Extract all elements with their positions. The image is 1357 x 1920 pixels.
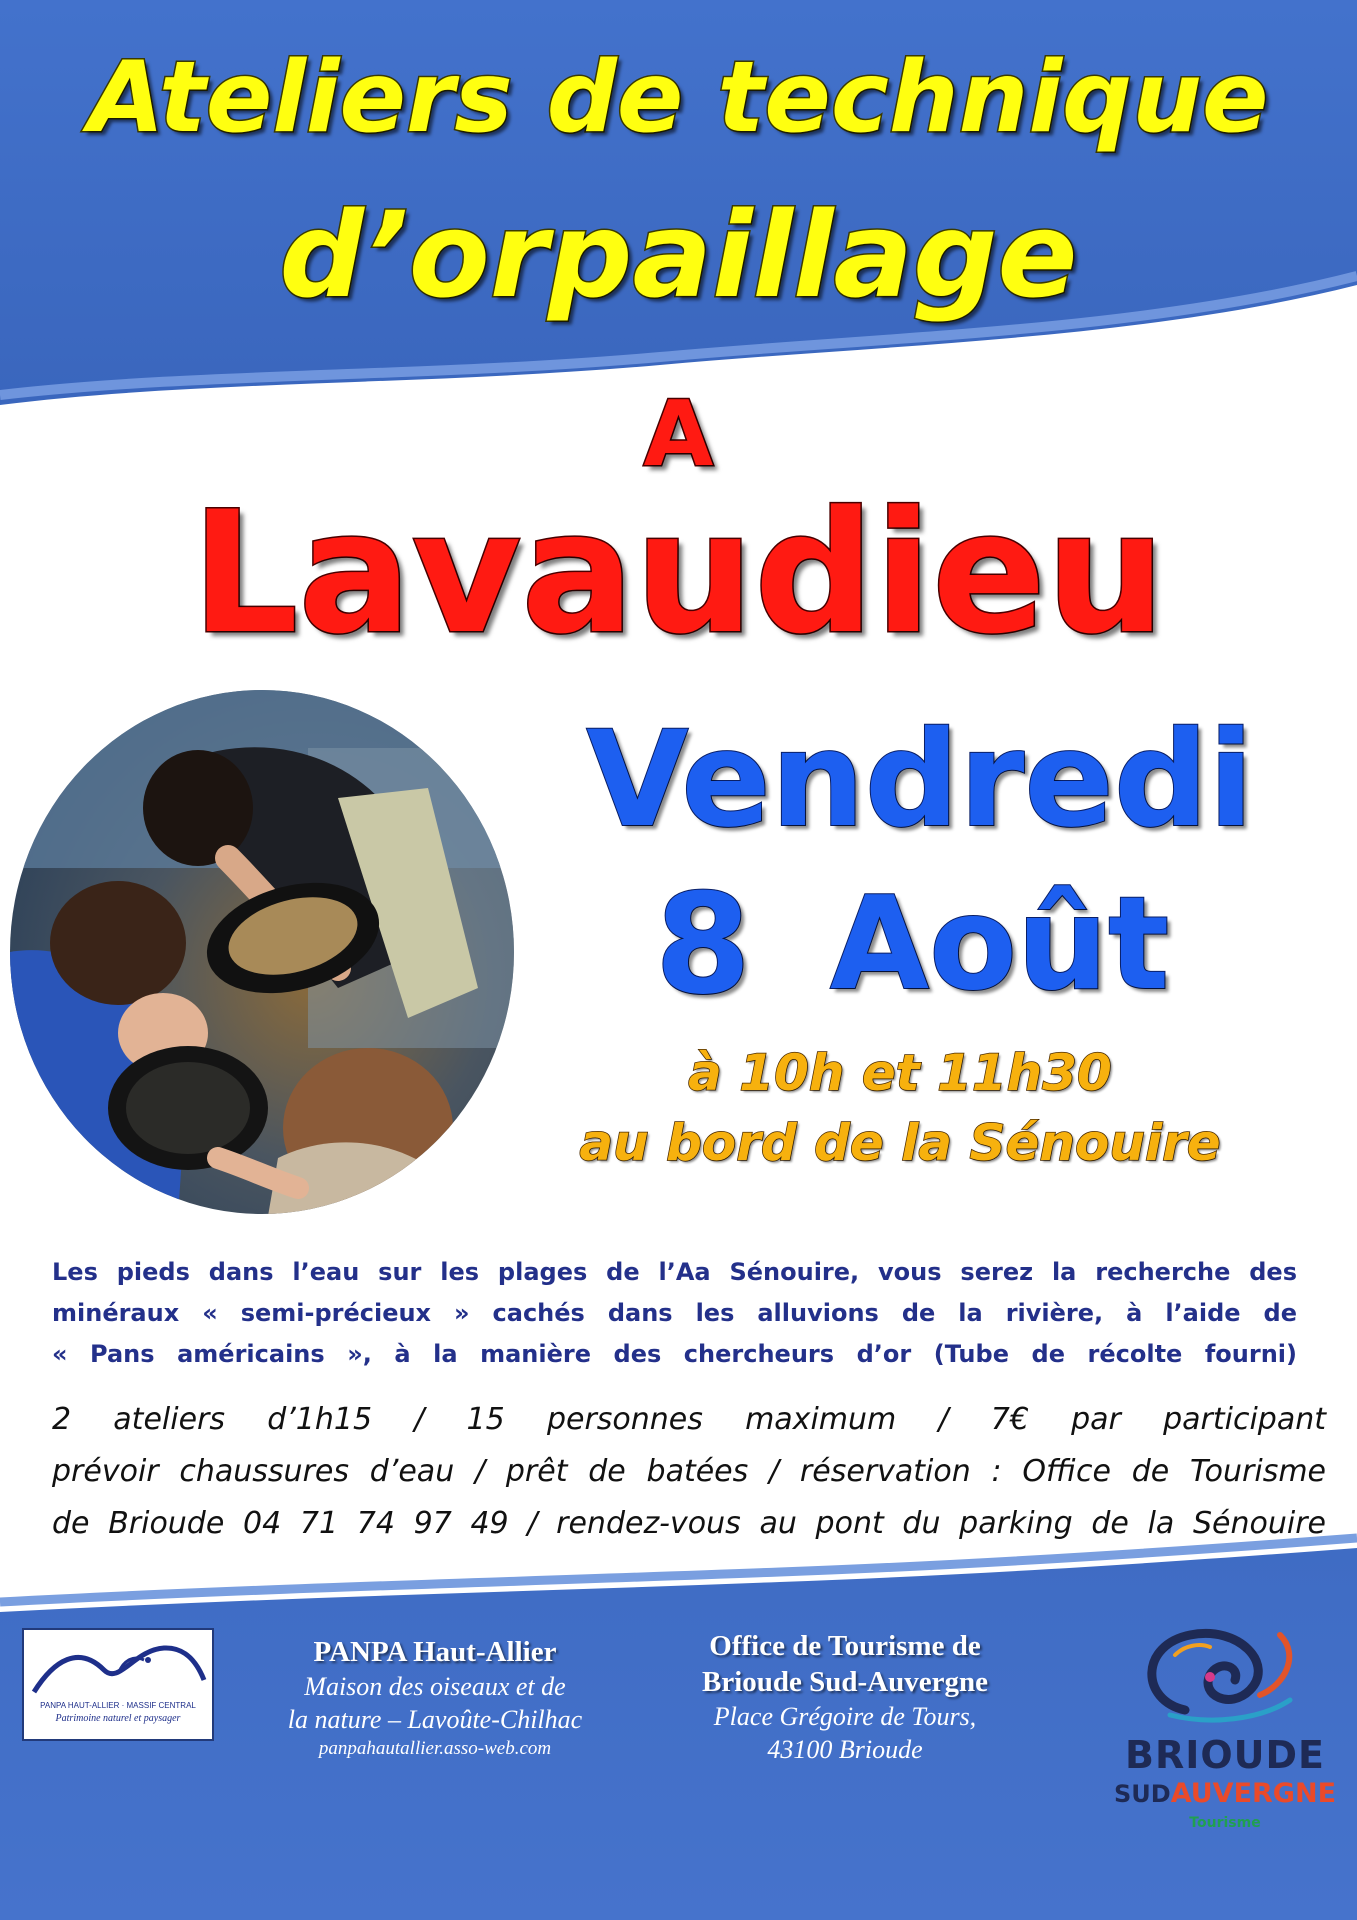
- description-line-2: minéraux « semi-précieux » cachés dans les alluvions de la rivière, à l’aide de: [52, 1299, 1297, 1327]
- title-line-1: Ateliers de technique: [88, 41, 1269, 155]
- description-line-1: Les pieds dans l’eau sur les plages de l’Aa Sénouire, vous serez la recherche des: [52, 1258, 1297, 1286]
- schedule-times: à 10h et 11h30: [688, 1044, 1112, 1102]
- brioude-word-auvergne: AUVERGNE: [1170, 1778, 1337, 1809]
- schedule-location: au bord de la Sénouire: [579, 1114, 1221, 1172]
- brioude-spiral-logo: [1110, 1615, 1340, 1733]
- practical-line-2: prévoir chaussures d’eau / prêt de batées / réservation : Office de Tourisme: [52, 1454, 1326, 1489]
- office-address-2: 43100 Brioude: [767, 1735, 923, 1764]
- gold-panning-photo: [8, 688, 516, 1216]
- panpa-line-2: la nature – Lavoûte-Chilhac: [287, 1705, 583, 1734]
- panpa-logo: [22, 1628, 214, 1741]
- brioude-word-tourisme: Tourisme: [1189, 1815, 1261, 1831]
- panpa-website[interactable]: panpahautallier.asso-web.com: [318, 1738, 552, 1759]
- panpa-line-1: Maison des oiseaux et de: [304, 1672, 566, 1701]
- panpa-contact: [235, 1634, 635, 1762]
- place-preposition: A: [643, 382, 714, 487]
- title-line-2: d’orpaillage: [279, 186, 1078, 324]
- brioude-word-1: BRIOUDE: [1124, 1733, 1326, 1777]
- brioude-word-sud: SUD: [1113, 1780, 1171, 1808]
- office-address-1: Place Grégoire de Tours,: [713, 1702, 977, 1731]
- panpa-logo-caption-2: Patrimoine naturel et paysager: [55, 1713, 181, 1724]
- office-contact: [640, 1628, 1050, 1766]
- date-day: 8: [655, 864, 752, 1025]
- panpa-bird-logo: [24, 1630, 212, 1700]
- office-name-2: Brioude Sud-Auvergne: [701, 1666, 988, 1698]
- place-name: Lavaudieu: [191, 475, 1166, 671]
- practical-line-3: de Brioude 04 71 74 97 49 / rendez-vous au pont du parking de la Sénouire: [52, 1506, 1326, 1541]
- practical-info: [52, 1394, 1326, 1550]
- activity-description: [52, 1252, 1297, 1375]
- date-month: Août: [830, 870, 1170, 1019]
- description-line-3: « Pans américains », à la manière des chercheurs d’or (Tube de récolte fourni): [52, 1340, 1297, 1368]
- panpa-logo-caption-1: PANPA HAUT-ALLIER · MASSIF CENTRAL: [40, 1701, 196, 1710]
- office-name-1: Office de Tourisme de: [709, 1630, 981, 1662]
- brioude-logo: [1110, 1615, 1340, 1845]
- date-weekday: Vendredi: [586, 703, 1254, 857]
- practical-line-1: 2 ateliers d’1h15 / 15 personnes maximum / 7€ par participant: [52, 1402, 1326, 1437]
- panpa-name: PANPA Haut-Allier: [313, 1636, 557, 1668]
- brioude-word-2: [1110, 1777, 1340, 1814]
